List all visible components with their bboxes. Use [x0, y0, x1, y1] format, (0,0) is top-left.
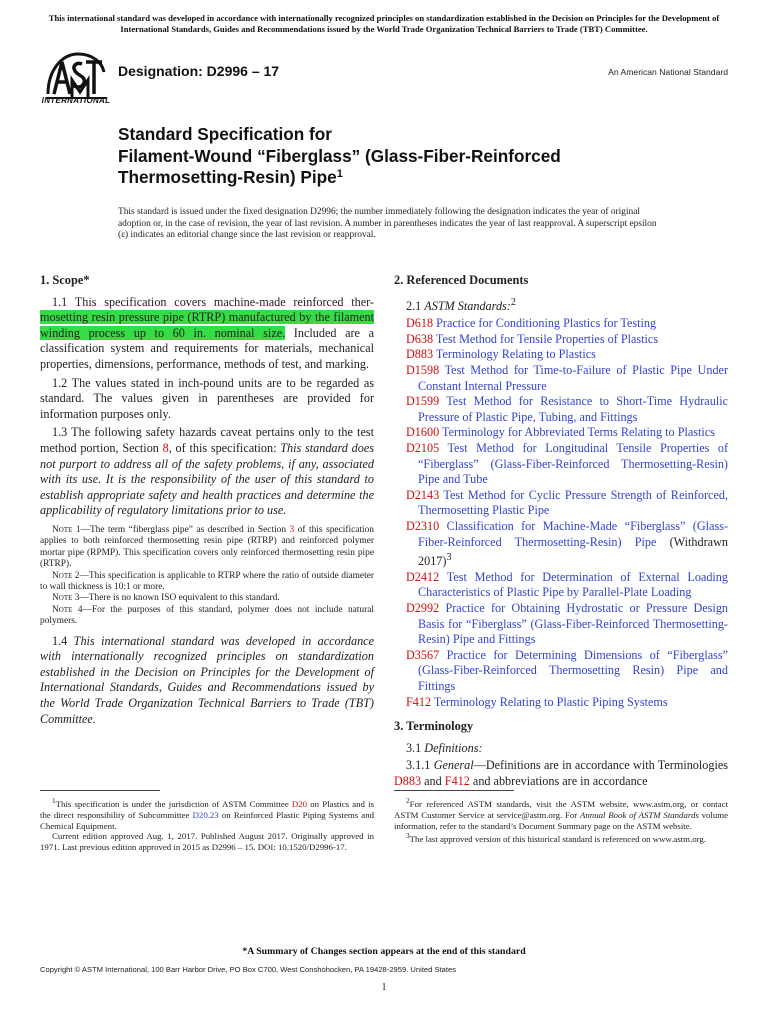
- reference-item: [406, 570, 728, 601]
- highlighted-text: mosetting resin pressure pipe (RTRP) manufactured by the filament winding process up to 60 in. nominal size.: [40, 310, 374, 340]
- reference-code-link[interactable]: D1600: [406, 425, 440, 440]
- fn-text: The last approved version of this historical standard is referenced on www.astm.org.: [409, 834, 706, 845]
- fn-italic: Annual Book of ASTM Standards: [580, 809, 699, 820]
- reference-item: [406, 347, 728, 363]
- issuance-note: This standard is issued under the fixed designation D2996; the number immediately following the designation indicates the year of original adoption or, in the case of revision, the year of last revision. A number in parentheses indicates the year of last reapproval. A superscript epsilon (ε) indicates an editorial change since the last revision or reapproval.: [118, 207, 657, 241]
- note-text: —This specification is applicable to RTRP where the ratio of outside diameter to wall thickness is 10:1 or more.: [40, 570, 374, 592]
- note-4: [40, 605, 374, 628]
- reference-item: [406, 648, 728, 695]
- footnote-3: $^3$The last approved version of this historical standard is referenced on www.astm.org.: [406, 831, 706, 845]
- reference-code-link[interactable]: D638: [406, 331, 434, 346]
- reference-code-link[interactable]: D883: [406, 347, 434, 362]
- reference-item: [406, 316, 728, 332]
- reference-item: [406, 695, 728, 711]
- fn-text: on Reinforced Plastic Piping Systems and Chemical Equipment.: [40, 809, 374, 831]
- footnote-rule-left: [40, 790, 160, 791]
- right-column: [394, 273, 728, 793]
- reference-title-link[interactable]: Test Method for Tensile Properties of Plastics: [435, 331, 659, 346]
- title-line-3: Thermosetting-Resin) Pipe: [118, 167, 337, 187]
- note-label: Note 3: [52, 593, 80, 604]
- reference-title-link[interactable]: Test Method for Resistance to Short-Time Hydraulic Pressure of Plastic Pipe, Tubing, and Fittings: [418, 394, 728, 424]
- reference-item: [406, 601, 728, 648]
- reference-code-link[interactable]: D2310: [406, 518, 440, 533]
- astm-standards-subheading: [406, 295, 728, 315]
- reference-code-link[interactable]: F412: [406, 694, 432, 709]
- para-text: —Definitions are in accordance with Terminologies: [473, 758, 728, 773]
- american-national-standard: An American National Standard: [608, 67, 728, 77]
- fn-text: This specification is under the jurisdiction of ASTM Committee: [55, 798, 292, 809]
- safety-caveat: This standard does not purport to address all of the safety problems, if any, associated with its use. It is the responsibility of the user of this standard to establish appropriate safety and health practices and determine the applicability of regulatory limitations prior to use.: [40, 440, 374, 518]
- copyright: Copyright © ASTM International, 100 Barr Harbor Drive, PO Box C700, West Conshohocken, PA 19428-2959. United States: [40, 965, 457, 974]
- reference-item: [406, 332, 728, 348]
- fn-text: volume information, refer to the standard’s Document Summary page on the ASTM website.: [394, 809, 728, 831]
- note-text-end: of this specification applies to both reinforced thermosetting resin pipe (RTRP) and reinforced polymer mortar pipe (RPMP). This specification covers only reinforced thermosetting resin pipe (RTRP).: [40, 524, 374, 570]
- reference-title-link[interactable]: Terminology Relating to Plastic Piping Systems: [433, 694, 668, 709]
- reference-title-link[interactable]: Test Method for Determination of External Loading Characteristics of Plastic Pipe by Parallel-Plate Loading: [418, 569, 728, 600]
- title-line-2: Filament-Wound “Fiberglass” (Glass-Fiber-Reinforced: [118, 145, 561, 166]
- footnote-rule-right: [394, 790, 514, 791]
- tbt-banner: This international standard was developed in accordance with internationally recognized principles on standardization established in the Decision on Principles for the Development of International Standards, Guides and Recommendations issued by the World Trade Organization Technical Barriers to Trade (TBT) Committee.: [48, 13, 720, 34]
- para-3-1-1: [394, 758, 728, 789]
- reference-title-link[interactable]: Test Method for Cyclic Pressure Strength of Reinforced, Thermosetting Plastic Pipe: [418, 487, 729, 518]
- footnotes-right: [394, 796, 728, 845]
- para-text: and: [421, 773, 445, 788]
- reference-title-link[interactable]: Test Method for Time-to-Failure of Plastic Pipe Under Constant Internal Pressure: [418, 363, 729, 393]
- ref-link-d883[interactable]: D883: [394, 773, 422, 788]
- section-2-heading: 2. Referenced Documents: [394, 273, 529, 287]
- reference-item: [406, 425, 728, 441]
- sub-number: 2.1: [406, 298, 425, 313]
- footnote-2-ref[interactable]: 2: [510, 296, 516, 308]
- fn-text: For referenced ASTM standards, visit the ASTM website, www.astm.org, or contact ASTM Customer Service at service@astm.org. For: [394, 798, 728, 820]
- section-1-heading: 1. Scope*: [40, 273, 90, 287]
- reference-code-link[interactable]: D2105: [406, 441, 440, 455]
- reference-code-link[interactable]: D2992: [406, 601, 440, 615]
- para-1-3-start: 1.3 The following safety hazards caveat pertains only to the test method portion, Section: [40, 425, 374, 455]
- reference-title-link[interactable]: Terminology for Abbreviated Terms Relating to Plastics: [442, 425, 715, 440]
- section-8-link[interactable]: 8: [162, 440, 169, 455]
- sub-number: 3.1: [406, 740, 425, 755]
- reference-item: [406, 488, 728, 519]
- para-1-3-mid: , of this specification:: [168, 440, 281, 455]
- reference-code-link[interactable]: D2143: [406, 487, 440, 502]
- title-footnote-ref[interactable]: 1: [336, 168, 343, 180]
- footnote-1-edition: Current edition approved Aug. 1, 2017. Published August 2017. Originally approved in 1971. Last previous edition approved in 2015 as D2996 – 15. DOI: 10.1520/D2996-17.: [40, 831, 374, 853]
- note-label: Note 1: [52, 524, 81, 535]
- reference-code-link[interactable]: D1598: [406, 363, 440, 378]
- reference-title-link[interactable]: Practice for Determining Dimensions of “Fiberglass” (Glass-Fiber-Reinforced Thermosetting Resin) Pipe and Fittings: [418, 647, 729, 693]
- note-label: Note 4: [52, 604, 83, 615]
- fn-text: on Plastics and is the direct responsibility of Subcommittee: [40, 798, 374, 820]
- para-1-1: [40, 295, 374, 373]
- reference-item: [406, 363, 728, 394]
- note-3: [40, 593, 374, 604]
- para-1-4-number: 1.4: [52, 633, 74, 648]
- reference-item: [406, 394, 728, 425]
- page-number: 1: [381, 982, 387, 993]
- designation: Designation: D2996 – 17: [118, 63, 280, 79]
- definitions-subheading: [406, 741, 728, 757]
- para-label: General: [433, 758, 474, 773]
- footnote-1-para: $^1$This specification is under the jurisdiction of ASTM Committee D20 on Plastics and is the direct responsibility of Subcommittee D20.23 on Reinforced Plastic Piping Systems and Chemical Equipment.: [40, 796, 374, 831]
- para-1-1-start: 1.1 This specification covers machine-made reinforced ther-: [52, 294, 374, 309]
- note-label: Note 2: [52, 570, 80, 581]
- reference-tail: (Withdrawn 2017): [418, 534, 728, 569]
- note-text: —There is no known ISO equivalent to this standard.: [79, 593, 280, 604]
- note-1: [40, 525, 374, 571]
- left-column: [40, 273, 374, 730]
- reference-item: [406, 519, 728, 570]
- note-2: [40, 571, 374, 594]
- note-text: —The term “fiberglass pipe” as described in Section: [80, 524, 290, 535]
- footnote-2: $^2$For referenced ASTM standards, visit the ASTM website, www.astm.org, or contact ASTM Customer Service at service@astm.org. For Annual Book of ASTM Standards volume information, refer to the standard’s Document Summary page on the ASTM website.: [394, 796, 728, 831]
- reference-code-link[interactable]: D618: [406, 316, 434, 331]
- notes-block: [40, 525, 374, 628]
- para-number: 3.1.1: [406, 758, 434, 773]
- para-text: and abbreviations are in accordance: [469, 773, 648, 788]
- para-1-1-end: Included are a classification system and requirements for materials, mechanical properties, dimensions, performance, methods of test, and marking.: [40, 325, 374, 371]
- reference-title-link[interactable]: Classification for Machine-Made “Fiberglass” (Glass-Fiber-Reinforced Thermosetting-Resin) Pipe: [418, 518, 729, 549]
- para-1-4-text: This international standard was developed in accordance with internationally recognized principles on standardization established in the Decision on Principles for the Development of International Standards, Guides and Recommendations issued by the World Trade Organization Technical Barriers to Trade (TBT) Committee.: [40, 633, 375, 726]
- ref-link-f412[interactable]: F412: [444, 773, 470, 788]
- reference-title-link[interactable]: Practice for Obtaining Hydrostatic or Pressure Design Basis for “Fiberglass” (Glass-Fiber-Reinforced Thermosetting-Resin) Pipe and Fittings: [418, 601, 729, 647]
- reference-title-link[interactable]: Terminology Relating to Plastics: [435, 347, 596, 362]
- subcommittee-link[interactable]: D20.23: [192, 809, 219, 820]
- summary-notice: *A Summary of Changes section appears at the end of this standard: [242, 946, 526, 957]
- reference-code-link[interactable]: D1599: [406, 394, 440, 409]
- document-title: [118, 124, 718, 192]
- reference-list: [394, 316, 728, 710]
- reference-item: [406, 441, 728, 488]
- reference-title-link[interactable]: Test Method for Longitudinal Tensile Properties of “Fiberglass” (Glass-Fiber-Reinforced Thermosetting-Resin) Pipe and Tube: [418, 441, 728, 487]
- para-1-3: [40, 425, 374, 519]
- para-1-2: 1.2 The values stated in inch-pound units are to be regarded as standard. The values given in parentheses are provided for information purposes only.: [40, 375, 374, 421]
- section-3-link[interactable]: 3: [289, 524, 295, 535]
- title-line-1: Standard Specification for: [118, 124, 332, 144]
- footnote-3-ref[interactable]: 3: [446, 552, 452, 564]
- reference-title-link[interactable]: Practice for Conditioning Plastics for Testing: [436, 316, 657, 331]
- para-1-4: [40, 634, 374, 728]
- footnote-1: [40, 796, 374, 853]
- committee-link[interactable]: D20: [291, 798, 308, 809]
- logo-wordmark: INTERNATIONAL: [41, 96, 111, 105]
- section-3-heading: 3. Terminology: [394, 719, 474, 734]
- reference-code-link[interactable]: D2412: [406, 569, 440, 584]
- sub-label: Definitions:: [424, 740, 483, 755]
- sub-label: ASTM Standards:: [424, 298, 511, 313]
- reference-code-link[interactable]: D3567: [406, 647, 440, 662]
- note-text: —For the purposes of this standard, polymer does not include natural polymers.: [40, 604, 374, 627]
